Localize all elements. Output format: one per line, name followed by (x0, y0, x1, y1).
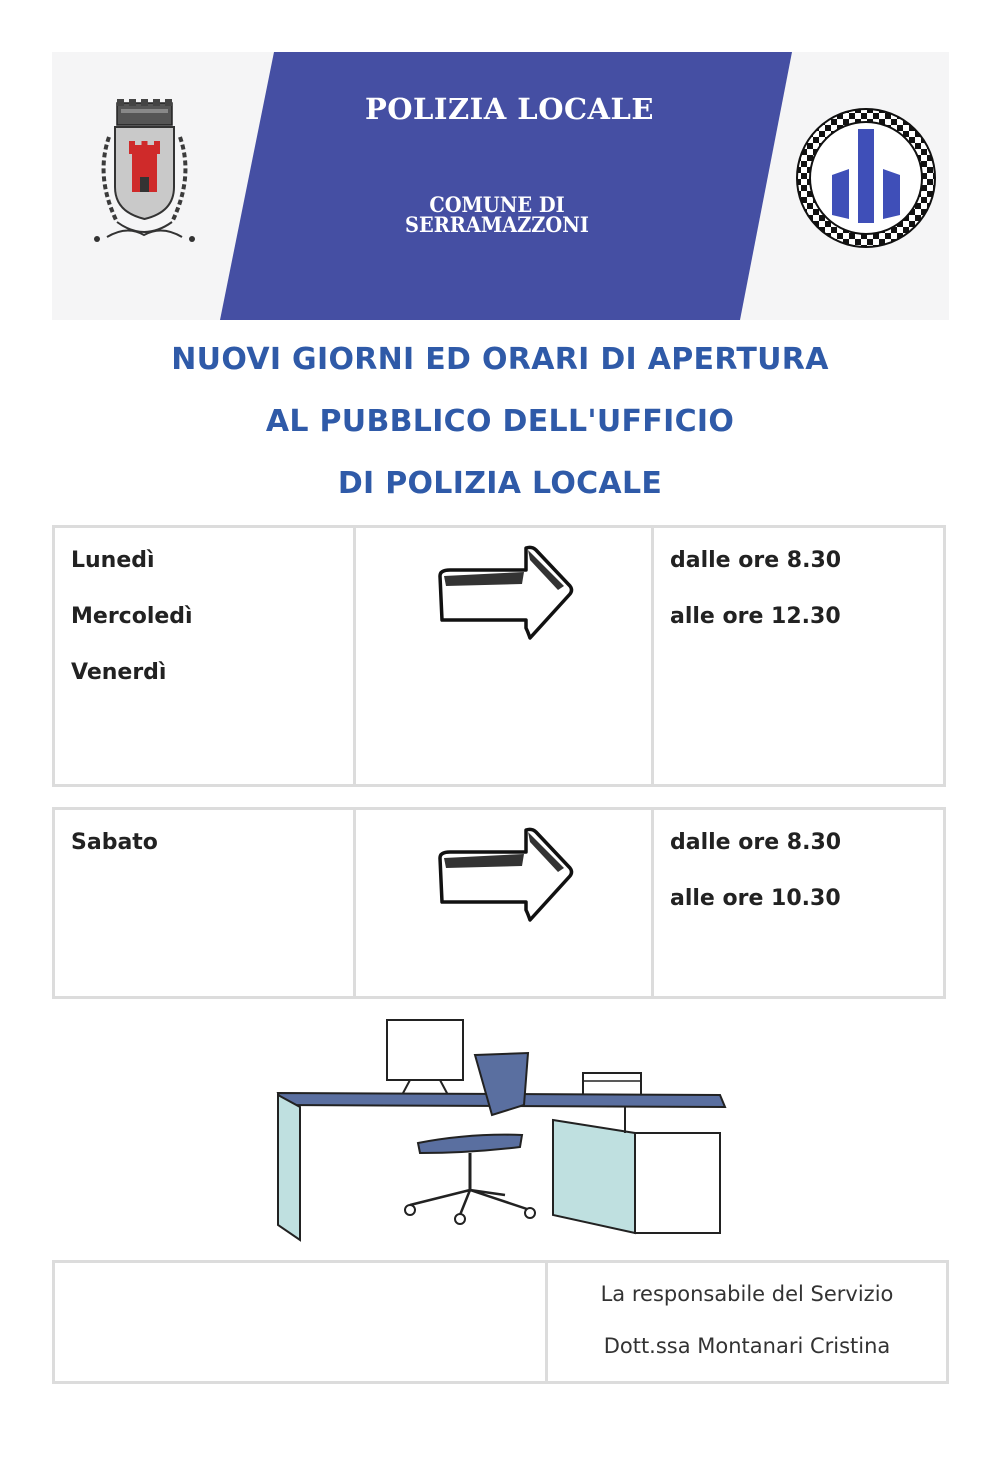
right-arrow-icon (436, 824, 576, 924)
time-to: alle ore 12.30 (670, 604, 841, 629)
header-subtitle-line2: SERRAMAZZONI (405, 212, 589, 237)
coat-of-arms-icon (87, 97, 202, 257)
day-label: Mercoledì (71, 604, 193, 629)
signature-block (548, 1263, 946, 1381)
schedule-row (52, 807, 946, 999)
header-subtitle-line1: COMUNE DI (429, 192, 565, 217)
signature-box (52, 1260, 949, 1384)
right-arrow-icon (436, 542, 576, 642)
signature-name: Dott.ssa Montanari Cristina (603, 1334, 891, 1358)
headline-line2: AL PUBBLICO DELL'UFFICIO (265, 404, 735, 439)
schedule-row (52, 525, 946, 787)
signature-blank (55, 1263, 548, 1381)
schedule-days (55, 810, 353, 996)
day-label: Sabato (71, 830, 158, 855)
police-badge-icon (795, 107, 937, 249)
header-banner (52, 52, 949, 320)
day-label: Lunedì (71, 548, 155, 573)
office-desk-icon (270, 1015, 730, 1245)
header-subtitle (292, 192, 702, 237)
day-label: Venerdì (71, 660, 167, 685)
headline-line3: DI POLIZIA LOCALE (337, 466, 663, 501)
time-to: alle ore 10.30 (670, 886, 841, 911)
schedule-arrow-cell (353, 528, 651, 784)
schedule-arrow-cell (353, 810, 651, 996)
schedule-days (55, 528, 353, 784)
headline-line1: NUOVI GIORNI ED ORARI DI APERTURA (171, 342, 829, 377)
time-from: dalle ore 8.30 (670, 548, 842, 573)
schedule-hours (651, 528, 943, 784)
header-title: POLIZIA LOCALE (364, 92, 655, 126)
schedule-hours (651, 810, 943, 996)
signature-role: La responsabile del Servizio (600, 1282, 894, 1306)
time-from: dalle ore 8.30 (670, 830, 842, 855)
